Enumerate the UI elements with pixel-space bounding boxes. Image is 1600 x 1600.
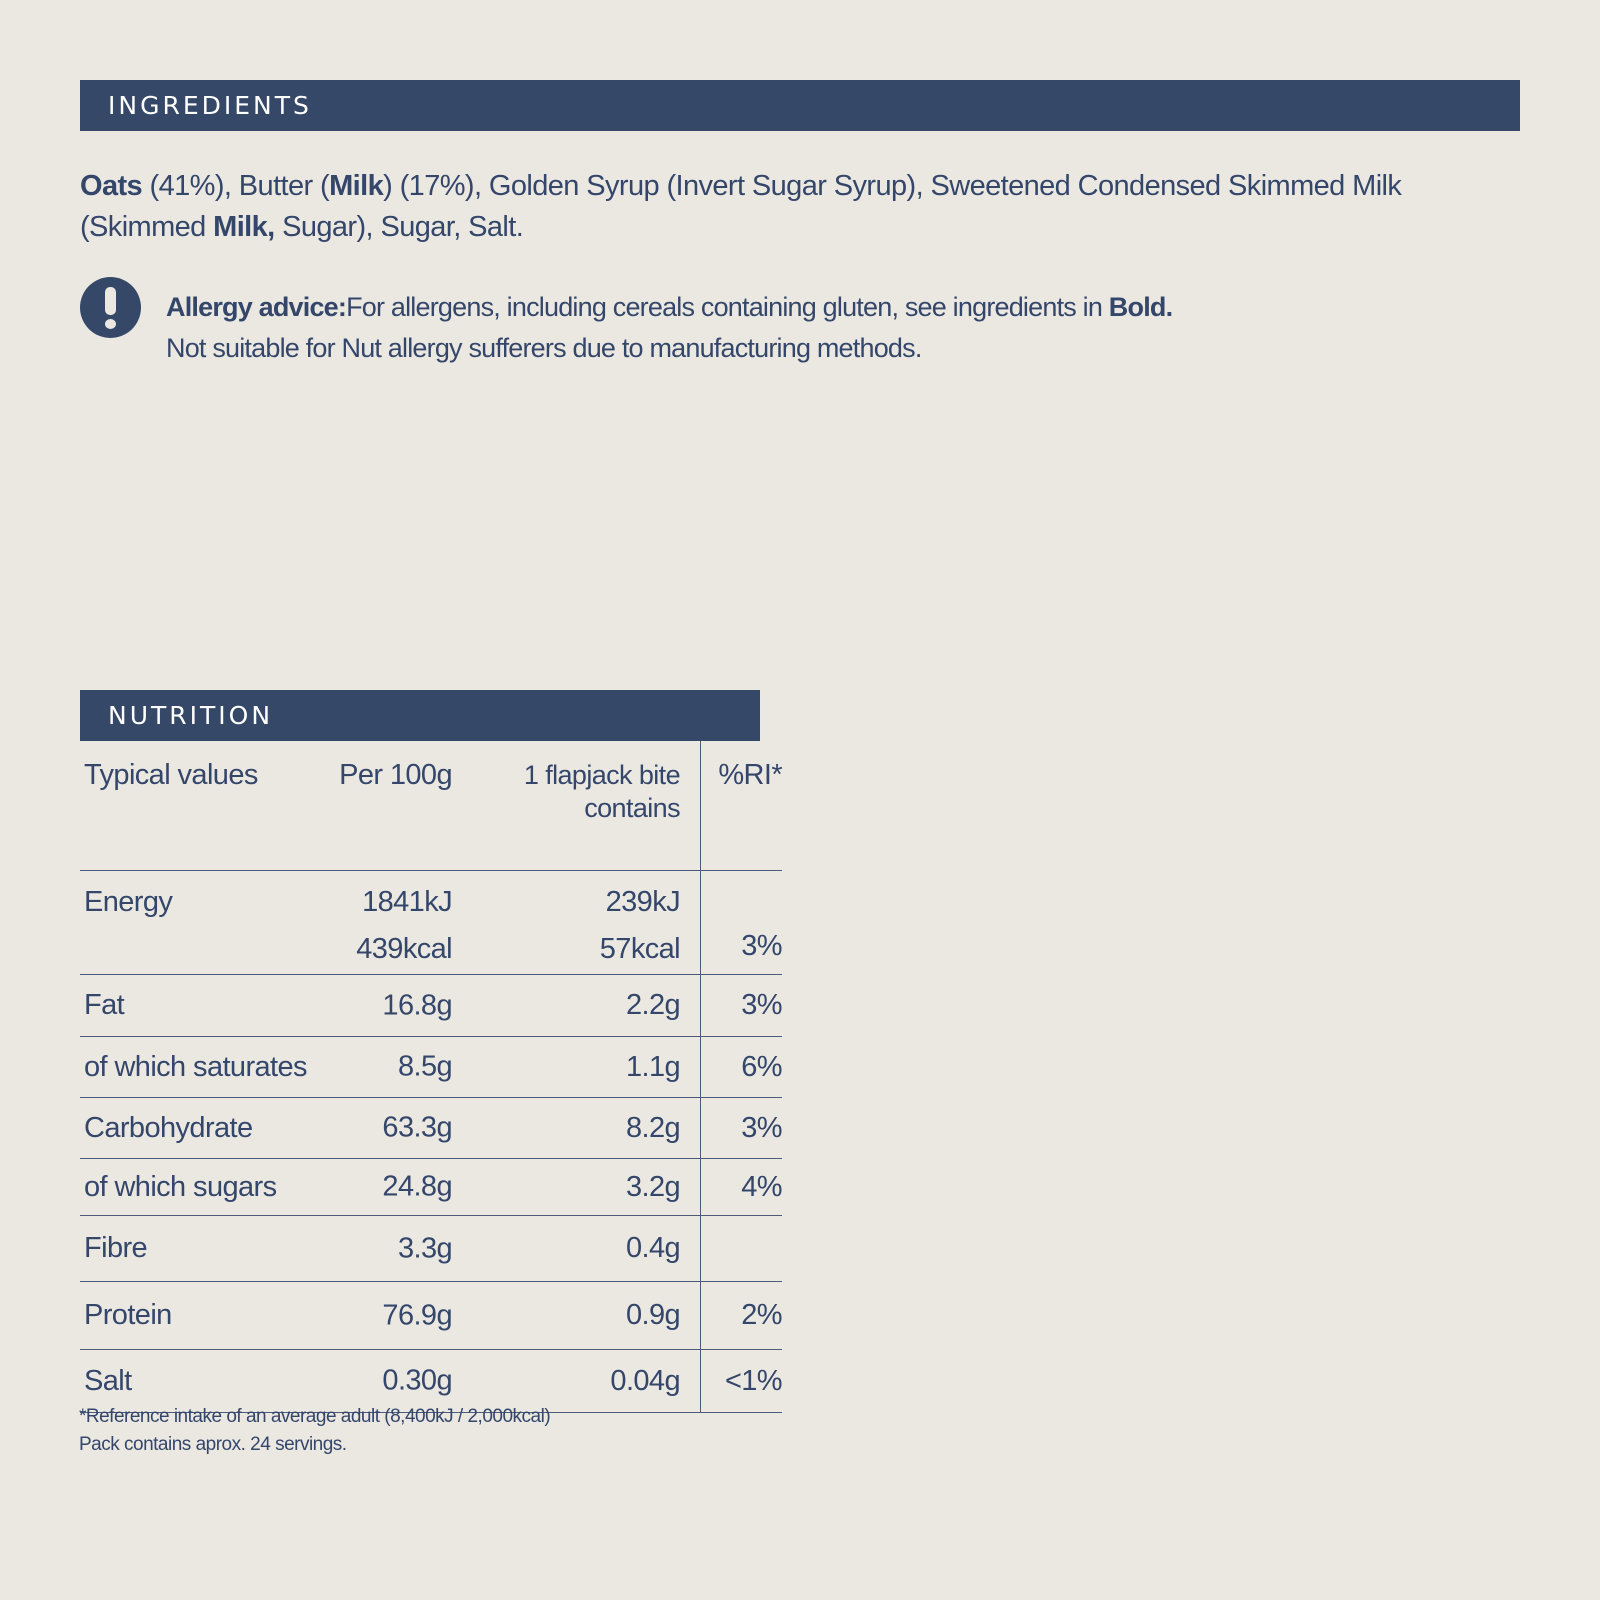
- ingredients-text-segment: Sugar), Sugar, Salt.: [274, 211, 524, 243]
- row-name: of which saturates: [84, 1050, 307, 1083]
- exclamation-icon: [80, 277, 141, 338]
- row-bite: 0.04g: [474, 1350, 701, 1413]
- table-row: [80, 871, 782, 975]
- row-cell: [80, 1159, 474, 1216]
- energy-bite-values: [474, 871, 701, 975]
- row-name: Carbohydrate: [84, 1111, 253, 1144]
- allergy-advice: [166, 287, 1366, 369]
- table-row: [80, 1282, 782, 1350]
- allergy-advice-text: For allergens, including cereals containing gluten, see ingredients in: [346, 292, 1109, 322]
- ingredients-heading: INGREDIENTS: [108, 91, 312, 120]
- table-row: [80, 1216, 782, 1282]
- header-per-100g: Per 100g: [339, 759, 452, 791]
- row-energy-name-cell: [80, 871, 474, 975]
- allergen-milk: Milk: [329, 170, 384, 202]
- table-row: [80, 1098, 782, 1159]
- footnote-servings: Pack contains aprox. 24 servings.: [79, 1434, 347, 1455]
- row-ri: 2%: [701, 1282, 783, 1350]
- ingredients-text-segment: ) (17%), Golden Syrup (Invert Sugar Syrup), Sweetened Condensed Skimmed Milk (Skimmed: [80, 170, 1402, 243]
- row-bite: 0.4g: [474, 1216, 701, 1282]
- row-ri: 6%: [701, 1037, 783, 1098]
- table-row: [80, 1159, 782, 1216]
- nutrition-heading-banner: [80, 690, 760, 741]
- ingredients-list: [80, 166, 1520, 248]
- energy-per100-kj: 1841kJ: [362, 886, 452, 918]
- table-header-row: [80, 741, 782, 871]
- ingredients-heading-banner: [80, 80, 1520, 131]
- row-bite: 1.1g: [474, 1037, 701, 1098]
- row-per100: 16.8g: [382, 989, 452, 1021]
- row-cell: [80, 1037, 474, 1098]
- row-name: Energy: [84, 886, 173, 918]
- row-name: of which sugars: [84, 1170, 277, 1203]
- row-name: Protein: [84, 1299, 172, 1331]
- row-ri: 4%: [701, 1159, 783, 1216]
- row-per100: 63.3g: [382, 1111, 452, 1144]
- allergy-line-1: [166, 287, 1366, 328]
- header-per-bite-line2: contains: [584, 793, 680, 823]
- energy-per100-kcal: 439kcal: [356, 933, 452, 965]
- row-ri: 3%: [701, 975, 783, 1037]
- energy-bite-kj: 239kJ: [605, 886, 680, 918]
- table-row: [80, 975, 782, 1037]
- ingredients-text-segment: (41%), Butter (: [142, 170, 330, 202]
- allergy-line-2: Not suitable for Nut allergy sufferers due to manufacturing methods.: [166, 333, 922, 363]
- table-row: [80, 1037, 782, 1098]
- row-bite: 3.2g: [474, 1159, 701, 1216]
- nutrition-heading: NUTRITION: [108, 701, 274, 730]
- header-typical-values: [80, 741, 474, 871]
- allergen-milk: Milk,: [213, 211, 275, 243]
- row-cell: [80, 1098, 474, 1159]
- row-per100: 8.5g: [397, 1050, 452, 1083]
- row-bite: 2.2g: [474, 975, 701, 1037]
- row-bite: 0.9g: [474, 1282, 701, 1350]
- nutrition-footnote: [79, 1403, 550, 1459]
- row-cell: [80, 975, 474, 1037]
- header-ri: %RI*: [701, 741, 783, 871]
- energy-ri: 3%: [701, 871, 783, 975]
- row-bite: 8.2g: [474, 1098, 701, 1159]
- row-per100: 24.8g: [382, 1170, 452, 1203]
- row-ri: 3%: [701, 1098, 783, 1159]
- allergy-bold-word: Bold.: [1108, 292, 1173, 322]
- energy-bite-kcal: 57kcal: [599, 933, 680, 965]
- row-cell: [80, 1216, 474, 1282]
- header-typical-values-label: Typical values: [84, 759, 258, 791]
- row-ri: [701, 1216, 783, 1282]
- row-ri: <1%: [701, 1350, 783, 1413]
- footnote-reference-intake: *Reference intake of an average adult (8,400kJ / 2,000kcal): [79, 1406, 551, 1427]
- row-name: Salt: [84, 1364, 132, 1397]
- row-cell: [80, 1282, 474, 1350]
- allergy-advice-label: Allergy advice:: [166, 292, 347, 322]
- header-per-bite-line1: 1 flapjack bite: [523, 760, 680, 790]
- row-name: Fat: [84, 989, 125, 1021]
- row-per100: 0.30g: [382, 1364, 452, 1397]
- nutrition-table: [80, 741, 782, 1413]
- ingredient-oats: Oats: [80, 170, 143, 202]
- energy-per100-values: [356, 879, 452, 973]
- header-per-bite: [474, 741, 701, 871]
- row-per100: 3.3g: [397, 1232, 452, 1264]
- row-name: Fibre: [84, 1232, 148, 1264]
- row-per100: 76.9g: [382, 1299, 452, 1331]
